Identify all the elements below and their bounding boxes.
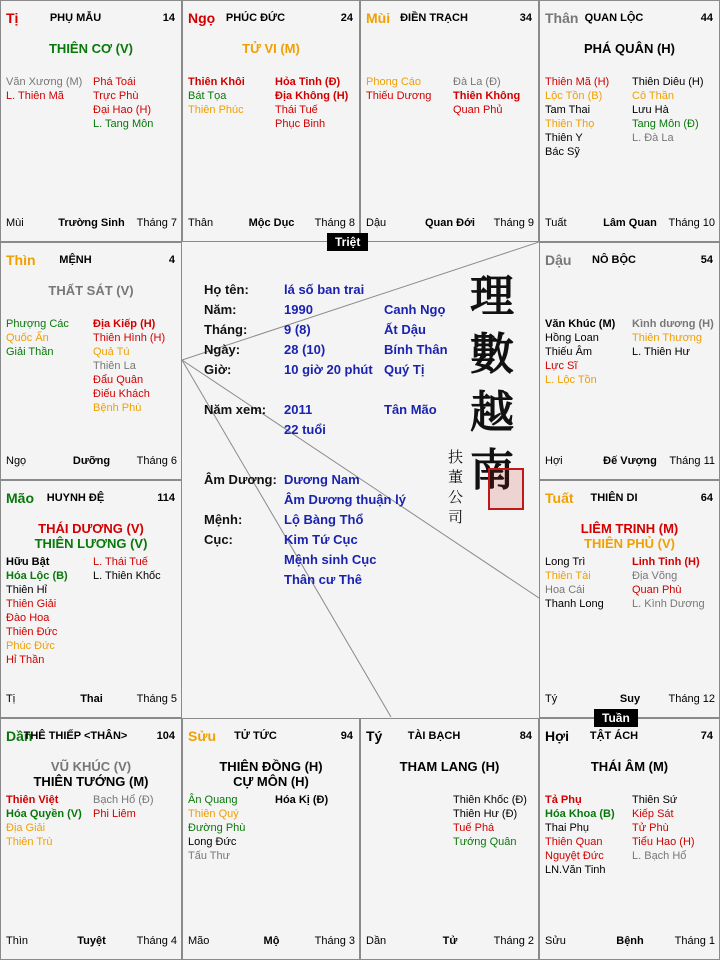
info-label: Tháng: xyxy=(204,322,248,337)
info-value: 22 tuổi xyxy=(284,422,326,437)
info-value-extra: Ất Dậu xyxy=(384,322,426,337)
month-label: Tháng 10 xyxy=(668,217,715,229)
triet-marker: Triệt xyxy=(327,233,368,251)
minor-star: Bệnh Phù xyxy=(93,402,142,414)
palace-footer xyxy=(366,217,534,231)
palace-number: 104 xyxy=(156,730,175,742)
info-label: Họ tên: xyxy=(204,282,249,297)
minor-star: Thiên Tài xyxy=(545,570,591,582)
info-label: Năm: xyxy=(204,302,237,317)
palace-cell xyxy=(0,242,182,480)
month-label: Tháng 6 xyxy=(136,455,177,467)
palace-number: 74 xyxy=(700,730,713,742)
minor-star: Hỏa Tinh (Đ) xyxy=(275,76,341,88)
secondary-branch: Hợi xyxy=(545,455,563,467)
palace-branch: Tuất xyxy=(545,490,574,506)
life-stage: Dưỡng xyxy=(72,455,111,467)
info-value-extra: Tân Mão xyxy=(384,402,437,417)
info-value-extra: Canh Ngọ xyxy=(384,302,446,317)
minor-stars-right xyxy=(93,317,165,415)
palace-footer xyxy=(6,693,177,707)
minor-star: Thiên Thương xyxy=(632,332,703,344)
palace-footer xyxy=(6,935,177,949)
palace-cell xyxy=(182,718,360,960)
minor-star: Thiên Đức xyxy=(6,626,58,638)
minor-star: L. Tang Môn xyxy=(93,118,154,130)
minor-stars-left xyxy=(366,75,431,103)
logo-side-character: 司 xyxy=(448,508,464,526)
info-label: Giờ: xyxy=(204,362,232,377)
main-star: THIÊN CƠ (V) xyxy=(48,41,134,56)
secondary-branch: Thìn xyxy=(6,935,29,947)
minor-star: Thiên Hình (H) xyxy=(93,332,166,344)
month-label: Tháng 8 xyxy=(314,217,355,229)
main-star: THAM LANG (H) xyxy=(399,759,500,774)
minor-star: L. Thái Tuế xyxy=(93,556,148,568)
minor-star: Lưu Hà xyxy=(632,104,669,116)
info-value: Dương Nam xyxy=(284,472,360,487)
main-stars xyxy=(1,283,181,298)
life-stage: Trường Sinh xyxy=(58,217,125,229)
month-label: Tháng 4 xyxy=(136,935,177,947)
palace-name: TÀI BẠCH xyxy=(407,730,461,742)
life-stage: Bệnh xyxy=(616,935,644,947)
minor-star: Địa Không (H) xyxy=(275,90,349,102)
minor-star: Thiên Trù xyxy=(6,836,53,848)
palace-name: TỬ TỨC xyxy=(234,730,277,742)
life-stage: Suy xyxy=(619,693,641,705)
minor-stars-right xyxy=(453,75,520,117)
main-stars xyxy=(540,759,719,774)
minor-star: Thiên Phúc xyxy=(188,104,244,116)
main-stars xyxy=(1,521,181,551)
logo-character: 越 xyxy=(470,387,514,438)
main-star: THÁI ÂM (M) xyxy=(590,759,669,774)
minor-stars-right xyxy=(632,555,705,611)
info-label: Mệnh: xyxy=(204,512,243,527)
minor-star: L. Thiên Khốc xyxy=(93,570,161,582)
main-star: THIÊN ĐỒNG (H) xyxy=(219,759,323,774)
palace-name: THÊ THIẾP <THÂN> xyxy=(23,730,128,742)
life-stage: Tuyệt xyxy=(77,935,106,947)
palace-branch: Tý xyxy=(366,728,383,744)
minor-star: Thiên Quý xyxy=(188,808,239,820)
minor-star: Hóa Kị (Đ) xyxy=(275,794,329,806)
minor-stars-right xyxy=(275,793,328,807)
logo-character: 數 xyxy=(470,329,514,380)
minor-star: L. Lộc Tồn xyxy=(545,374,597,386)
info-value: 28 (10) xyxy=(284,342,326,357)
minor-star: Văn Khúc (M) xyxy=(545,318,616,330)
minor-star: Long Đức xyxy=(188,836,237,848)
main-stars xyxy=(540,521,719,551)
life-stage: Quan Đới xyxy=(425,217,475,229)
minor-star: Nguyệt Đức xyxy=(545,850,604,862)
palace-branch: Mão xyxy=(6,490,34,506)
minor-star: Bạch Hổ (Đ) xyxy=(93,794,154,806)
palace-number: 54 xyxy=(700,254,713,266)
minor-star: Hồng Loan xyxy=(545,332,599,344)
minor-star: Phong Cáo xyxy=(366,76,422,88)
palace-number: 34 xyxy=(519,12,532,24)
info-value: lá số ban trai xyxy=(284,282,365,297)
minor-star: Thiên Khốc (Đ) xyxy=(453,794,527,806)
main-stars xyxy=(1,759,181,789)
minor-stars-left xyxy=(545,317,615,387)
minor-star: Quả Tú xyxy=(93,346,130,358)
minor-stars-left xyxy=(545,555,604,611)
main-star: TỬ VI (M) xyxy=(242,41,300,56)
minor-star: Hóa Quyền (V) xyxy=(6,808,82,820)
palace-number: 84 xyxy=(519,730,532,742)
minor-stars-right xyxy=(275,75,348,131)
palace-number: 14 xyxy=(162,12,175,24)
main-stars xyxy=(183,759,359,789)
palace-footer xyxy=(188,935,355,949)
month-label: Tháng 3 xyxy=(314,935,355,947)
secondary-branch: Ngọ xyxy=(6,455,27,467)
palace-number: 24 xyxy=(340,12,353,24)
minor-star: Thiếu Âm xyxy=(545,346,593,358)
minor-star: Quan Phủ xyxy=(453,104,503,116)
palace-cell xyxy=(360,718,539,960)
palace-name: TẬT ÁCH xyxy=(589,730,639,742)
minor-star: Giải Thần xyxy=(6,346,54,358)
main-star: PHÁ QUÂN (H) xyxy=(584,41,675,56)
minor-star: Thiên Y xyxy=(545,132,583,144)
minor-star: L. Đà La xyxy=(632,132,674,144)
palace-number: 4 xyxy=(168,254,175,266)
palace-branch: Sửu xyxy=(188,728,217,744)
palace-cell xyxy=(0,0,182,242)
minor-star: Phi Liêm xyxy=(93,808,136,820)
minor-stars-left xyxy=(6,555,68,667)
month-label: Tháng 7 xyxy=(136,217,177,229)
minor-star: Thiên Hư (Đ) xyxy=(453,808,518,820)
life-stage: Lâm Quan xyxy=(603,217,657,229)
minor-star: Văn Xương (M) xyxy=(6,76,83,88)
minor-stars-left xyxy=(545,75,609,159)
palace-branch: Tị xyxy=(6,10,19,26)
minor-star: Long Trì xyxy=(545,556,586,568)
info-value-extra: Bính Thân xyxy=(384,342,448,357)
minor-star: L. Bạch Hổ xyxy=(632,850,687,862)
minor-stars-right xyxy=(632,317,714,359)
logo-character: 南 xyxy=(470,445,514,496)
palace-branch: Mùi xyxy=(366,10,391,26)
palace-name: HUYNH ĐỆ xyxy=(46,492,105,504)
minor-star: Thiên Mã (H) xyxy=(545,76,610,88)
minor-star: Thiên Giải xyxy=(6,598,57,610)
minor-star: Thiên Việt xyxy=(6,794,59,806)
main-star: LIÊM TRINH (M) xyxy=(580,521,679,536)
palace-name: MỆNH xyxy=(59,254,92,266)
minor-stars-right xyxy=(632,793,695,863)
calligraphy-logo xyxy=(448,271,528,548)
palace-number: 114 xyxy=(157,492,175,504)
main-star: THIÊN TƯỚNG (M) xyxy=(33,774,149,789)
minor-star: Điếu Khách xyxy=(93,388,150,400)
main-star: THIÊN LƯƠNG (V) xyxy=(34,536,148,551)
secondary-branch: Tuất xyxy=(545,217,567,229)
minor-stars-right xyxy=(93,555,161,583)
life-stage: Mộc Dục xyxy=(248,217,295,229)
minor-star: Tam Thai xyxy=(545,104,591,116)
minor-star: Tử Phù xyxy=(632,822,669,834)
palace-cell xyxy=(539,0,720,242)
info-value: 2011 xyxy=(284,402,313,417)
minor-stars-left xyxy=(188,793,245,863)
minor-star: L. Kình Dương xyxy=(632,598,705,610)
minor-star: Địa Võng xyxy=(632,570,678,582)
minor-star: Đà La (Đ) xyxy=(453,76,501,88)
palace-cell xyxy=(539,480,720,718)
minor-star: Đẩu Quân xyxy=(93,374,144,386)
palace-name: PHÚC ĐỨC xyxy=(225,12,286,24)
palace-branch: Dần xyxy=(6,728,33,744)
info-value: Âm Dương thuận lý xyxy=(284,492,406,507)
main-star: CỰ MÔN (H) xyxy=(233,774,309,789)
secondary-branch: Tị xyxy=(6,693,16,705)
palace-branch: Dậu xyxy=(545,252,572,268)
palace-number: 94 xyxy=(340,730,353,742)
info-value: 9 (8) xyxy=(284,322,311,337)
minor-star: Tướng Quân xyxy=(453,836,517,848)
info-label: Cục: xyxy=(204,532,233,547)
logo-side-character: 董 xyxy=(448,468,464,486)
minor-stars-left xyxy=(188,75,245,117)
palace-footer xyxy=(6,217,177,231)
logo-character: 理 xyxy=(470,271,514,322)
minor-star: Bác Sỹ xyxy=(545,146,580,158)
secondary-branch: Sửu xyxy=(545,935,566,947)
minor-star: Quốc Ấn xyxy=(6,332,49,344)
minor-star: Hóa Khoa (B) xyxy=(545,808,615,820)
palace-footer xyxy=(545,455,715,469)
palace-cell xyxy=(182,0,360,242)
minor-star: LN.Văn Tinh xyxy=(545,864,606,876)
info-label: Âm Dương: xyxy=(204,472,277,487)
minor-star: Thái Tuế xyxy=(275,104,318,116)
minor-star: Lực Sĩ xyxy=(545,360,578,372)
palace-footer xyxy=(545,935,715,949)
main-star: VŨ KHÚC (V) xyxy=(50,759,132,774)
minor-star: Ân Quang xyxy=(188,794,238,806)
minor-star: Linh Tinh (H) xyxy=(632,556,700,568)
minor-stars-left xyxy=(6,75,82,103)
minor-star: Tấu Thư xyxy=(188,850,231,862)
minor-stars-left xyxy=(6,793,82,849)
minor-star: Cô Thần xyxy=(632,90,674,102)
logo-side-character: 扶 xyxy=(448,448,464,466)
palace-branch: Thân xyxy=(545,10,579,26)
main-star: THIÊN PHỦ (V) xyxy=(584,536,675,551)
minor-star: Phượng Các xyxy=(6,318,69,330)
minor-star: Thiên Thọ xyxy=(545,118,595,130)
minor-star: Đại Hao (H) xyxy=(93,104,152,116)
minor-star: Thiên Quan xyxy=(545,836,603,848)
main-stars xyxy=(361,759,538,774)
minor-star: Tả Phụ xyxy=(545,794,582,806)
red-seal-stamp xyxy=(488,468,524,510)
palace-cell xyxy=(0,718,182,960)
info-value-extra: Quý Tị xyxy=(384,362,425,377)
palace-name: QUAN LỘC xyxy=(584,12,644,24)
palace-footer xyxy=(6,455,177,469)
minor-star: Tiểu Hao (H) xyxy=(632,836,695,848)
palace-footer xyxy=(545,693,715,707)
minor-star: Địa Kiếp (H) xyxy=(93,318,156,330)
secondary-branch: Mùi xyxy=(6,217,24,229)
minor-star: Tuế Phá xyxy=(453,822,495,834)
info-label: Ngày: xyxy=(204,342,241,357)
month-label: Tháng 2 xyxy=(493,935,534,947)
month-label: Tháng 9 xyxy=(493,217,534,229)
info-value: Thân cư Thê xyxy=(284,572,363,587)
minor-star: Đường Phù xyxy=(188,822,246,834)
palace-number: 64 xyxy=(700,492,713,504)
palace-branch: Ngọ xyxy=(188,10,216,26)
palace-cell xyxy=(539,242,720,480)
month-label: Tháng 5 xyxy=(136,693,177,705)
minor-star: Trực Phù xyxy=(93,90,139,102)
main-star: THẤT SÁT (V) xyxy=(48,283,134,298)
month-label: Tháng 1 xyxy=(674,935,715,947)
minor-star: L. Thiên Hư xyxy=(632,346,690,358)
minor-stars-right xyxy=(632,75,704,145)
palace-footer xyxy=(366,935,534,949)
month-label: Tháng 11 xyxy=(669,455,715,467)
secondary-branch: Dậu xyxy=(366,217,387,229)
minor-star: Thiên Không xyxy=(453,90,521,102)
minor-star: Thiên Khôi xyxy=(188,76,245,88)
palace-cell xyxy=(0,480,182,718)
info-label: Năm xem: xyxy=(204,402,267,417)
minor-star: Thanh Long xyxy=(545,598,604,610)
minor-star: Hoa Cái xyxy=(545,584,585,596)
minor-star: Thiên Hỉ xyxy=(6,584,47,596)
main-stars xyxy=(1,41,181,56)
minor-star: Tang Môn (Đ) xyxy=(632,118,699,130)
minor-star: Quan Phù xyxy=(632,584,682,596)
minor-star: Phá Toái xyxy=(93,76,136,88)
minor-star: Kiếp Sát xyxy=(632,808,674,820)
main-star: THÁI DƯƠNG (V) xyxy=(38,521,144,536)
minor-star: Thai Phụ xyxy=(545,822,590,834)
minor-star: Thiên Diêu (H) xyxy=(632,76,704,88)
secondary-branch: Tý xyxy=(545,693,558,705)
minor-stars-right xyxy=(453,793,527,849)
minor-stars-right xyxy=(93,793,154,821)
minor-star: Bát Tọa xyxy=(188,90,227,102)
secondary-branch: Thân xyxy=(188,217,214,229)
palace-name: PHỤ MẪU xyxy=(49,12,102,24)
minor-star: Kình dương (H) xyxy=(632,318,714,330)
minor-star: L. Thiên Mã xyxy=(6,90,64,102)
palace-branch: Hợi xyxy=(545,728,569,744)
minor-stars-left xyxy=(6,317,69,359)
minor-star: Phúc Đức xyxy=(6,640,55,652)
info-value: 10 giờ 20 phút xyxy=(284,362,373,377)
secondary-branch: Mão xyxy=(188,935,210,947)
logo-side-character: 公 xyxy=(448,488,464,506)
life-stage: Mộ xyxy=(263,935,280,947)
minor-star: Thiên La xyxy=(93,360,136,372)
palace-footer xyxy=(188,217,355,231)
minor-star: Đào Hoa xyxy=(6,612,50,624)
life-stage: Thai xyxy=(80,693,103,705)
palace-name: THIÊN DI xyxy=(590,492,638,504)
life-stage: Đế Vượng xyxy=(603,455,657,467)
minor-star: Hữu Bật xyxy=(6,556,50,568)
minor-star: Phục Binh xyxy=(275,118,326,130)
secondary-branch: Dần xyxy=(366,935,387,947)
palace-number: 44 xyxy=(700,12,713,24)
minor-stars-left xyxy=(545,793,615,877)
main-stars xyxy=(540,41,719,56)
info-value: Kim Tứ Cục xyxy=(284,532,358,547)
month-label: Tháng 12 xyxy=(668,693,715,705)
palace-name: ĐIỀN TRẠCH xyxy=(400,12,468,24)
info-value: Lộ Bàng Thổ xyxy=(284,512,364,527)
palace-cell xyxy=(360,0,539,242)
info-value: 1990 xyxy=(284,302,313,317)
minor-star: Hóa Lộc (B) xyxy=(6,570,68,582)
palace-name: NÔ BỘC xyxy=(592,254,636,266)
tuan-marker: Tuần xyxy=(594,709,638,727)
palace-cell xyxy=(539,718,720,960)
info-value: Mệnh sinh Cục xyxy=(284,552,377,567)
minor-stars-right xyxy=(93,75,153,131)
minor-star: Lộc Tồn (B) xyxy=(545,90,603,102)
minor-star: Thiếu Dương xyxy=(366,90,432,102)
palace-branch: Thìn xyxy=(6,252,36,268)
main-stars xyxy=(183,41,359,56)
life-stage: Tử xyxy=(442,935,458,947)
minor-star: Địa Giải xyxy=(6,822,46,834)
minor-star: Thiên Sứ xyxy=(632,794,678,806)
minor-star: Hỉ Thần xyxy=(6,654,45,666)
palace-footer xyxy=(545,217,715,231)
